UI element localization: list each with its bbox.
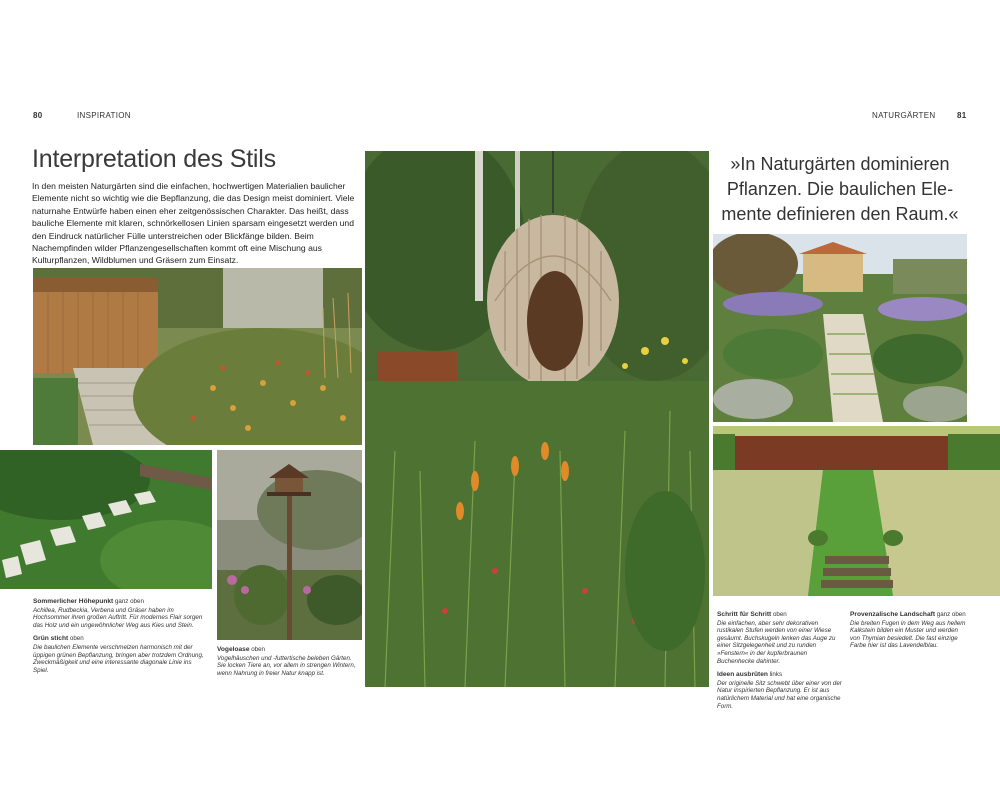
- photo-green-steps: [0, 450, 212, 589]
- caption-position: ganz oben: [114, 598, 144, 605]
- caption-title: Schritt für Schritt: [717, 611, 772, 618]
- caption-text: Die baulichen Elemente verschmelzen harmonisch mit der üppigen grünen Bepflanzung, bringen aber trotzdem Ordnung, Zweckmäßigkeit und eine interessante diagonale Linie ins Spiel.: [33, 643, 204, 674]
- caption-text: Der originelle Sitz schwebt über einer von der Natur inspirierten Bepflanzung. Er ist aus natürlichem Material und hat eine organische Form.: [717, 679, 842, 710]
- caption-position: links: [769, 671, 783, 679]
- left-page-number: 80: [33, 111, 43, 120]
- caption-column-2: [217, 646, 362, 683]
- caption-title: Vogeloase: [217, 646, 250, 653]
- caption-gruen-sticht: [33, 635, 208, 674]
- pull-quote: »In Naturgärten dominieren Pflanzen. Die baulichen Elemente definieren den Raum.«: [721, 154, 959, 224]
- article-intro: In den meisten Naturgärten sind die einfachen, hochwertigen Materialien baulicher Elemente nicht so wichtig wie die Bepflanzung, die das Design meist dominiert. Viele naturnahe Entwürfe haben einen eher zeitgenössischen Charakter. Das heißt, dass bauliche Elemente mit klaren, schnörkellosen Linien sparsam eingesetzt werden und den Eindruck natürlicher Fülle unterstreichen oder Blickfänge bilden. Beim Nachempfinden wilder Pflanzengesellschaften kommt oft eine Mischung aus Kulturpflanzen, Wildblumen und Gräsern zum Einsatz.: [32, 181, 355, 266]
- photo-meadow-steps: [713, 426, 1000, 596]
- caption-position: oben: [69, 635, 84, 643]
- caption-schritt-fuer-schritt: [717, 611, 845, 665]
- right-page-number: 81: [957, 111, 967, 120]
- caption-vogeloase: [217, 646, 362, 677]
- photo-birdhouse: [217, 450, 362, 640]
- photo-provence-landscape: [713, 234, 967, 422]
- caption-sommerlicher-hoehepunkt: [33, 598, 208, 629]
- caption-provenzalische-landschaft: [850, 611, 968, 650]
- caption-column-3: [717, 611, 845, 716]
- photo-egg-seat: [365, 151, 709, 687]
- caption-position: ganz oben: [936, 611, 966, 618]
- caption-position: oben: [251, 646, 265, 653]
- caption-title: Sommerlicher Höhepunkt: [33, 598, 114, 605]
- caption-position: oben: [772, 611, 787, 618]
- caption-ideen-ausbrueten: [717, 671, 845, 710]
- caption-text: Die einfachen, aber sehr dekorativen rustikalen Stufen werden von einer Wiese gesäumt. Buchskugeln lenken das Auge zu einer Sitzgelegenheit und zu runden »Fenstern« in der kupferbraunen Buchenhecke dahinter.: [717, 619, 836, 665]
- caption-column-1: [33, 598, 208, 680]
- caption-text: Achillea, Rudbeckia, Verbena und Gräser haben im Hochsommer ihren großen Auftritt. Für modernes Flair sorgen das Holz und ein ungewöhnlicher Weg aus Kies und Stein.: [33, 606, 203, 629]
- caption-text: Die breiten Fugen in dem Weg aus hellem Kalkstein bilden ein Muster und werden von Thymian besiedelt. Die fast einzige Farbe hier ist das Lavendelblau.: [850, 619, 966, 650]
- right-section-label: NATURGÄRTEN: [872, 111, 936, 120]
- photo-shed-garden: [33, 268, 362, 445]
- caption-title: Ideen ausbrüten: [717, 671, 768, 679]
- caption-column-4: [850, 611, 968, 656]
- caption-title: Grün sticht: [33, 635, 69, 643]
- caption-title: Provenzalische Landschaft: [850, 611, 936, 618]
- left-section-label: INSPIRATION: [77, 111, 131, 120]
- caption-text: Vogelhäuschen und -futtertische beleben Gärten. Sie locken Tiere an, vor allem in strengen Wintern, wenn Nahrung in freier Natur knapp ist.: [217, 654, 356, 677]
- article-title: Interpretation des Stils: [32, 145, 276, 173]
